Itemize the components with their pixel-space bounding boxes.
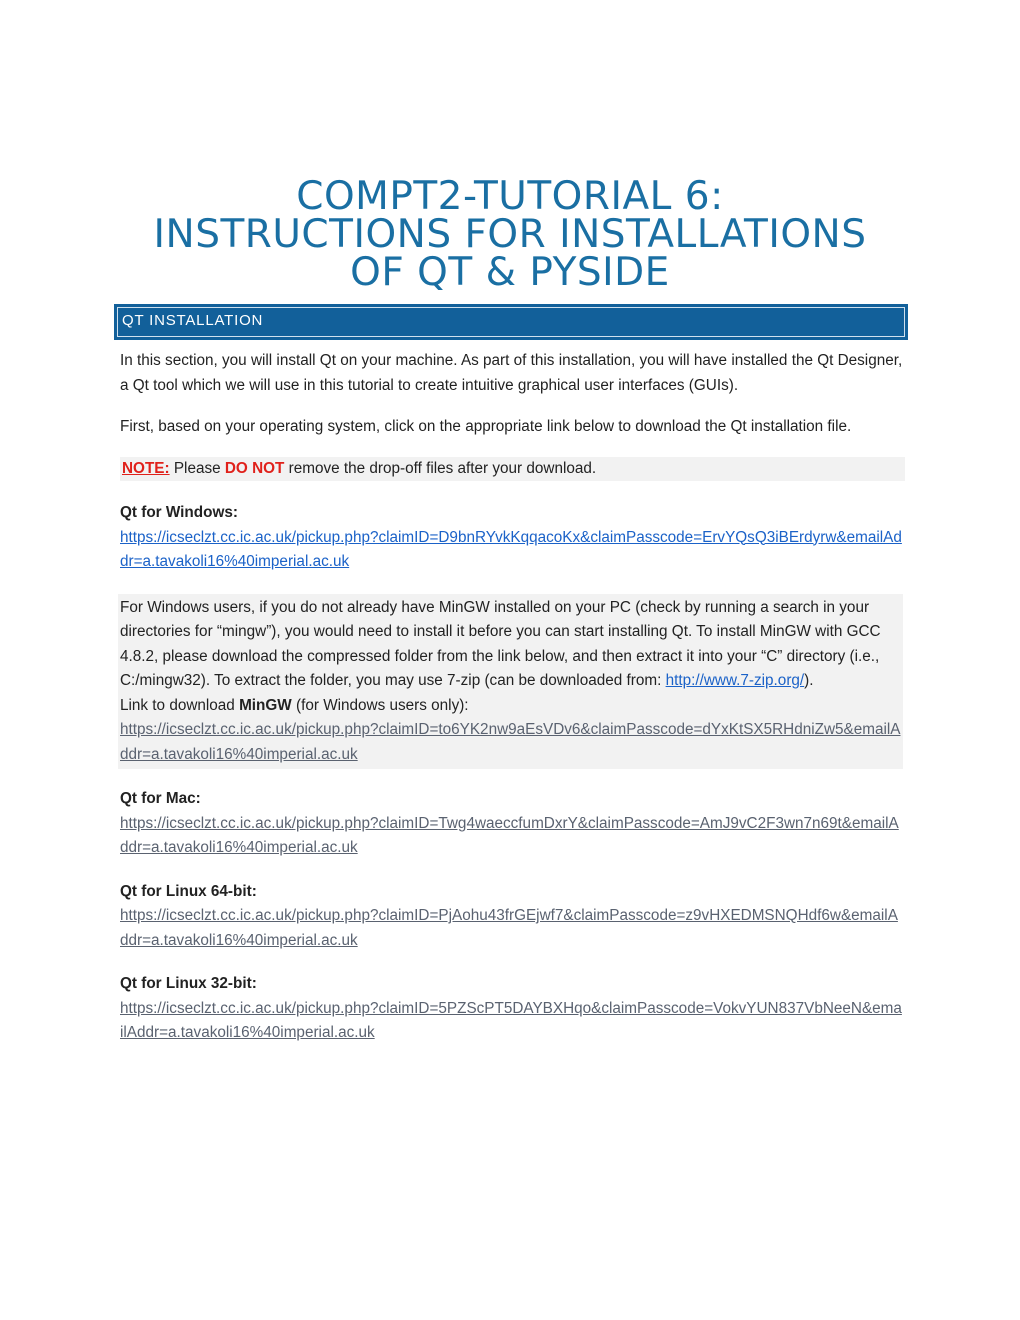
linux64-section xyxy=(120,880,905,954)
note-pre: Please xyxy=(169,459,225,477)
mac-section xyxy=(120,787,905,861)
title-line-2: INSTRUCTIONS FOR INSTALLATIONS xyxy=(153,212,867,257)
linux32-section xyxy=(120,972,905,1046)
first-paragraph: First, based on your operating system, click on the appropriate link below to download the Qt installation file. xyxy=(120,418,852,435)
mac-download-link[interactable]: https://icseclzt.cc.ic.ac.uk/pickup.php?claimID=Twg4waeccfumDxrY&claimPasscode=AmJ9vC2F3wn7n69t&emailAddr=a.tavakoli16%40imperial.ac.uk xyxy=(120,814,899,856)
title-line-3: OF QT & PYSIDE xyxy=(350,250,670,295)
7zip-link[interactable]: http://www.7-zip.org/ xyxy=(665,672,805,689)
section-header-label: QT INSTALLATION xyxy=(117,307,905,337)
document-title xyxy=(0,174,1020,295)
note-emphasis: DO NOT xyxy=(224,459,285,477)
section-header xyxy=(114,304,908,340)
mingw-box xyxy=(118,594,903,770)
windows-section xyxy=(120,501,905,575)
mingw-download-link[interactable]: https://icseclzt.cc.ic.ac.uk/pickup.php?claimID=to6YK2nw9aEsVDv6&claimPasscode=dYxKtSX5RHdniZw5&emailAddr=a.tavakoli16%40imperial.ac.uk xyxy=(120,721,901,763)
mingw-text: For Windows users, if you do not already have MinGW installed on your PC (check by running a search in your directories for “mingw”), you would need to install it before you can start installing Qt. To install MinGW with GCC 4.8.2, please download the compressed folder from the link below, and then extract it into your “C” directory (i.e., C:/mingw32). To extract the folder, you may use 7-zip (can be downloaded from: xyxy=(120,598,881,689)
title-line-1: COMPT2-TUTORIAL 6: xyxy=(296,174,724,219)
windows-heading: Qt for Windows: xyxy=(120,504,238,521)
note-post: remove the drop-off files after your download. xyxy=(284,459,597,477)
intro-paragraph: In this section, you will install Qt on your machine. As part of this installation, you will have installed the Qt Designer, a Qt tool which we will use in this tutorial to create intuitive graphical user interfaces (GUIs). xyxy=(120,352,903,394)
document-body xyxy=(120,349,905,1065)
linux64-download-link[interactable]: https://icseclzt.cc.ic.ac.uk/pickup.php?claimID=PjAohu43frGEjwf7&claimPasscode=z9vHXEDMSNQHdf6w&emailAddr=a.tavakoli16%40imperial.ac.uk xyxy=(120,907,898,949)
windows-download-link[interactable]: https://icseclzt.cc.ic.ac.uk/pickup.php?claimID=D9bnRYvkKqqacoKx&claimPasscode=ErvYQsQ3iBErdyrw&emailAddr=a.tavakoli16%40imperial.ac.uk xyxy=(120,528,902,570)
note-label: NOTE: xyxy=(122,459,170,477)
mingw-link-post: (for Windows users only): xyxy=(291,696,469,714)
linux32-download-link[interactable]: https://icseclzt.cc.ic.ac.uk/pickup.php?claimID=5PZScPT5DAYBXHqo&claimPasscode=VokvYUN837VbNeeN&emailAddr=a.tavakoli16%40imperial.ac.uk xyxy=(120,999,902,1041)
mac-heading: Qt for Mac: xyxy=(120,790,201,807)
mingw-link-pre: Link to download xyxy=(120,696,240,714)
linux64-heading: Qt for Linux 64-bit: xyxy=(120,882,257,900)
note-box xyxy=(120,457,905,482)
linux32-heading: Qt for Linux 32-bit: xyxy=(120,975,257,992)
mingw-link-bold: MinGW xyxy=(239,696,292,714)
mingw-after-zip: ). xyxy=(804,672,814,689)
